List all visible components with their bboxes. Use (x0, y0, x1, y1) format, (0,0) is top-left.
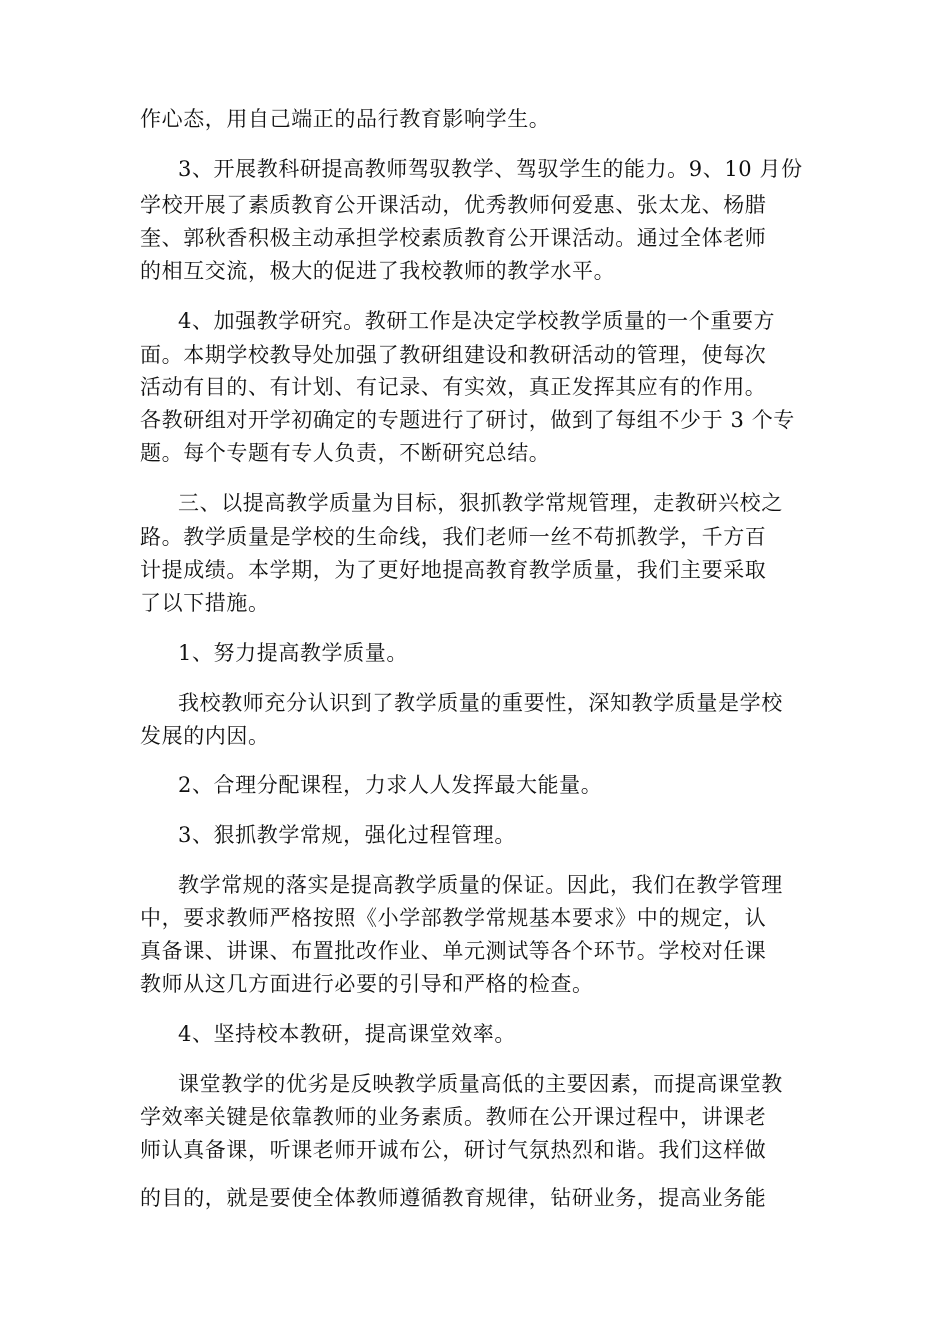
text-line: 2、合理分配课程，力求人人发挥最大能量。 (178, 773, 603, 797)
text-line: 活动有目的、有计划、有记录、有实效，真正发挥其应有的作用。 (140, 375, 767, 399)
text-line: 3、开展教科研提高教师驾驭教学、驾驭学生的能力。9、10 月份 (178, 157, 803, 181)
text-line: 师认真备课，听课老师开诚布公，研讨气氛热烈和谐。我们这样做 (140, 1138, 767, 1162)
text-line: 的相互交流，极大的促进了我校教师的教学水平。 (140, 259, 616, 283)
text-line: 路。教学质量是学校的生命线，我们老师一丝不苟抓教学，千方百 (140, 525, 767, 549)
text-line: 1、努力提高教学质量。 (178, 641, 408, 665)
text-line: 课堂教学的优劣是反映教学质量高低的主要因素，而提高课堂教 (178, 1072, 783, 1096)
text-line: 面。本期学校教导处加强了教研组建设和教研活动的管理，使每次 (140, 343, 767, 367)
text-line: 教师从这几方面进行必要的引导和严格的检查。 (140, 972, 594, 996)
text-line: 发展的内因。 (140, 724, 270, 748)
text-line: 真备课、讲课、布置批改作业、单元测试等各个环节。学校对任课 (140, 939, 767, 963)
text-line: 计提成绩。本学期，为了更好地提高教育教学质量，我们主要采取 (140, 558, 767, 582)
text-line: 4、加强教学研究。教研工作是决定学校教学质量的一个重要方 (178, 309, 776, 333)
text-line: 了以下措施。 (140, 591, 270, 615)
text-line: 题。每个专题有专人负责，不断研究总结。 (140, 441, 551, 465)
text-line: 学校开展了素质教育公开课活动，优秀教师何爱惠、张太龙、杨腊 (140, 193, 767, 217)
text-line: 4、坚持校本教研，提高课堂效率。 (178, 1022, 516, 1046)
text-line: 作心态，用自己端正的品行教育影响学生。 (140, 107, 551, 131)
text-line: 奎、郭秋香积极主动承担学校素质教育公开课活动。通过全体老师 (140, 226, 767, 250)
text-line: 学效率关键是依靠教师的业务素质。教师在公开课过程中，讲课老 (140, 1105, 767, 1129)
text-line: 各教研组对开学初确定的专题进行了研讨，做到了每组不少于 3 个专 (140, 408, 795, 432)
text-line: 教学常规的落实是提高教学质量的保证。因此，我们在教学管理 (178, 873, 783, 897)
text-line: 三、以提高教学质量为目标，狠抓教学常规管理，走教研兴校之 (178, 491, 783, 515)
text-line: 3、狠抓教学常规，强化过程管理。 (178, 823, 516, 847)
text-line: 中，要求教师严格按照《小学部教学常规基本要求》中的规定，认 (140, 906, 767, 930)
text-line: 我校教师充分认识到了教学质量的重要性，深知教学质量是学校 (178, 691, 783, 715)
text-line: 的目的，就是要使全体教师遵循教育规律，钻研业务，提高业务能 (140, 1186, 767, 1210)
